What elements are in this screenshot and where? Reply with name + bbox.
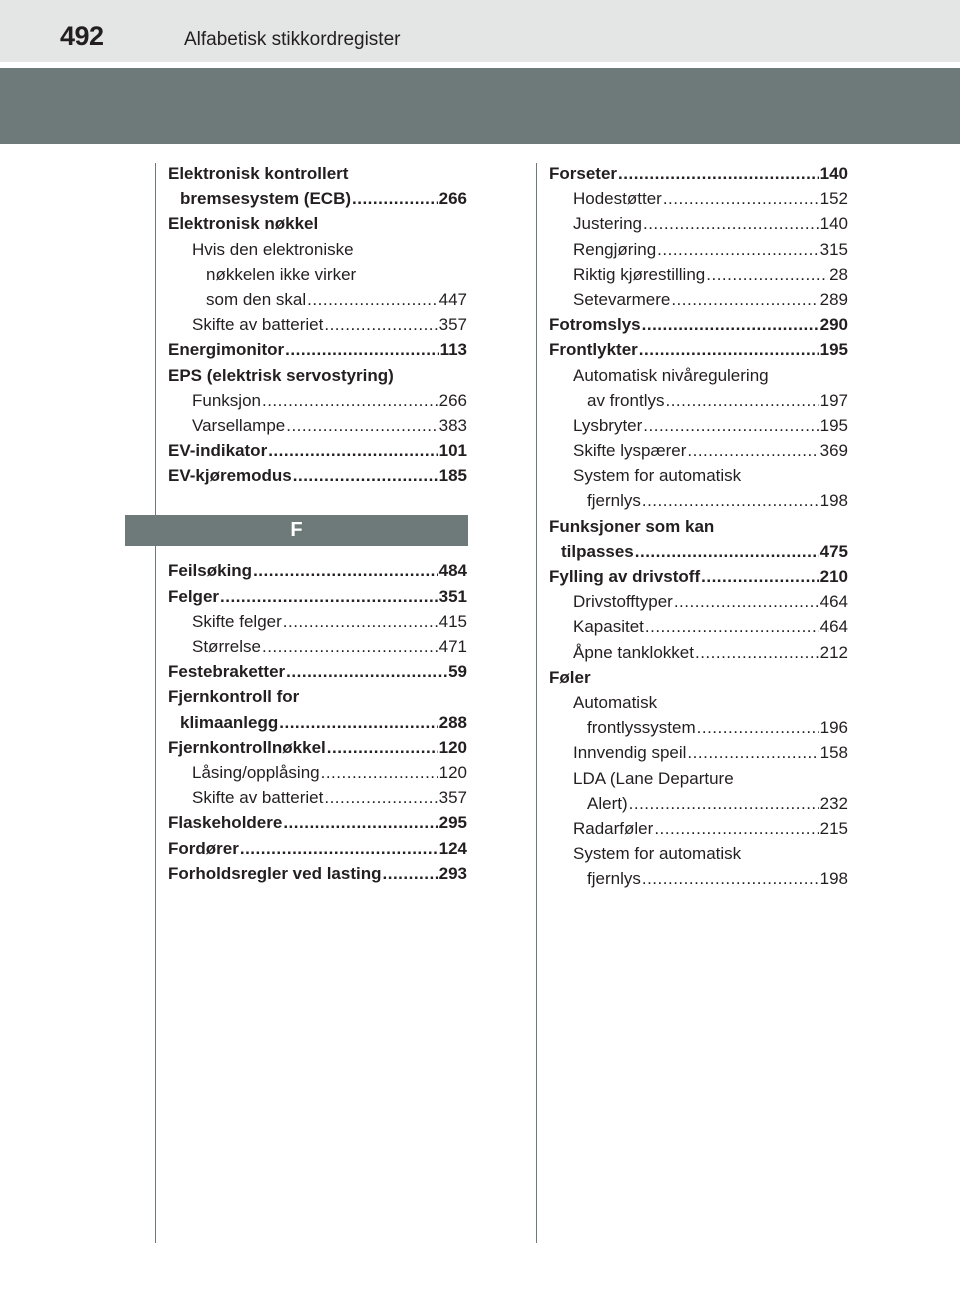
index-subentry[interactable]: Justering ..... 140 [549,211,848,236]
index-subentry[interactable]: frontlyssystem ..... 196 [549,715,848,740]
index-subentry[interactable]: Radarføler ..... 215 [549,816,848,841]
index-entry[interactable]: Felger ..... 351 [168,584,467,609]
column-divider [536,163,537,1243]
section-letter-f: F [125,515,468,546]
index-entry[interactable]: Feilsøking ..... 484 [168,558,467,583]
index-entry[interactable]: Forseter ..... 140 [549,161,848,186]
index-subentry[interactable]: Lysbryter ..... 195 [549,413,848,438]
index-entry[interactable]: Elektronisk kontrollert [168,164,349,183]
index-subentry[interactable]: Åpne tanklokket ..... 212 [549,640,848,665]
index-subentry[interactable]: Alert) ..... 232 [549,791,848,816]
index-subentry[interactable]: Låsing/opplåsing ..... 120 [168,760,467,785]
index-subentry[interactable]: Funksjon ..... 266 [168,388,467,413]
index-subentry[interactable]: Hvis den elektroniske [192,239,354,259]
left-column-rule [155,163,156,1243]
index-entry[interactable]: Funksjoner som kan [549,516,715,536]
index-entry[interactable]: Fotromslys ..... 290 [549,312,848,337]
index-subentry[interactable]: Skifte av batteriet ..... 357 [168,785,467,810]
index-entry[interactable]: tilpasses ..... 475 [549,539,848,564]
index-entry[interactable]: Festebraketter ..... 59 [168,659,467,684]
index-entry[interactable]: bremsesystem (ECB) ..... 266 [168,186,467,211]
index-subentry[interactable]: Skifte lyspærer ..... 369 [549,438,848,463]
index-subentry[interactable]: Skifte felger ..... 415 [168,609,467,634]
index-subentry[interactable]: Skifte av batteriet ..... 357 [168,312,467,337]
index-subentry[interactable]: Varsellampe ..... 383 [168,413,467,438]
index-entry[interactable]: Energimonitor ..... 113 [168,337,467,362]
index-entry[interactable]: Forholdsregler ved lasting ..... 293 [168,861,467,886]
index-subentry[interactable]: Drivstofftyper ..... 464 [549,589,848,614]
index-entry[interactable]: EV-kjøremodus ..... 185 [168,463,467,488]
index-subentry[interactable]: Hodestøtter ..... 152 [549,186,848,211]
index-column-left [168,161,467,886]
index-entry[interactable]: klimaanlegg ..... 288 [168,710,467,735]
index-subentry[interactable]: nøkkelen ikke virker [206,264,357,284]
index-entry[interactable]: Frontlykter ..... 195 [549,337,848,362]
index-entry[interactable]: EV-indikator ..... 101 [168,438,467,463]
index-subentry[interactable]: Kapasitet ..... 464 [549,614,848,639]
top-band [0,0,960,62]
page-number: 492 [60,21,104,51]
index-entry[interactable]: Flaskeholdere ..... 295 [168,810,467,835]
index-entry[interactable]: Føler [549,667,591,687]
index-subentry[interactable]: LDA (Lane Departure [573,768,734,788]
index-subentry[interactable]: Størrelse ..... 471 [168,634,467,659]
index-entry[interactable]: EPS (elektrisk servostyring) [168,365,394,385]
index-subentry[interactable]: av frontlys ..... 197 [549,388,848,413]
page-title: Alfabetisk stikkordregister [184,29,401,50]
index-subentry[interactable]: Rengjøring ..... 315 [549,237,848,262]
index-subentry[interactable]: Automatisk [573,692,658,712]
index-subentry[interactable]: Setevarmere ..... 289 [549,287,848,312]
index-subentry[interactable]: fjernlys ..... 198 [549,866,848,891]
index-entry[interactable]: Elektronisk nøkkel [168,214,319,234]
index-entry[interactable]: Fylling av drivstoff ..... 210 [549,564,848,589]
index-entry[interactable]: Fordører ..... 124 [168,836,467,861]
index-subentry[interactable]: Innvendig speil ..... 158 [549,740,848,765]
index-subentry[interactable]: Riktig kjørestilling ..... 28 [549,262,848,287]
index-subentry[interactable]: System for automatisk [573,466,742,486]
index-subentry[interactable]: Automatisk nivåregulering [573,365,769,385]
index-entry[interactable]: Fjernkontrollnøkkel ..... 120 [168,735,467,760]
index-subentry[interactable]: System for automatisk [573,844,742,864]
index-subentry[interactable]: som den skal ..... 447 [168,287,467,312]
header-bar [0,68,960,144]
index-entry[interactable]: Fjernkontroll for [168,687,300,707]
index-column-right [549,161,848,891]
index-subentry[interactable]: fjernlys ..... 198 [549,488,848,513]
